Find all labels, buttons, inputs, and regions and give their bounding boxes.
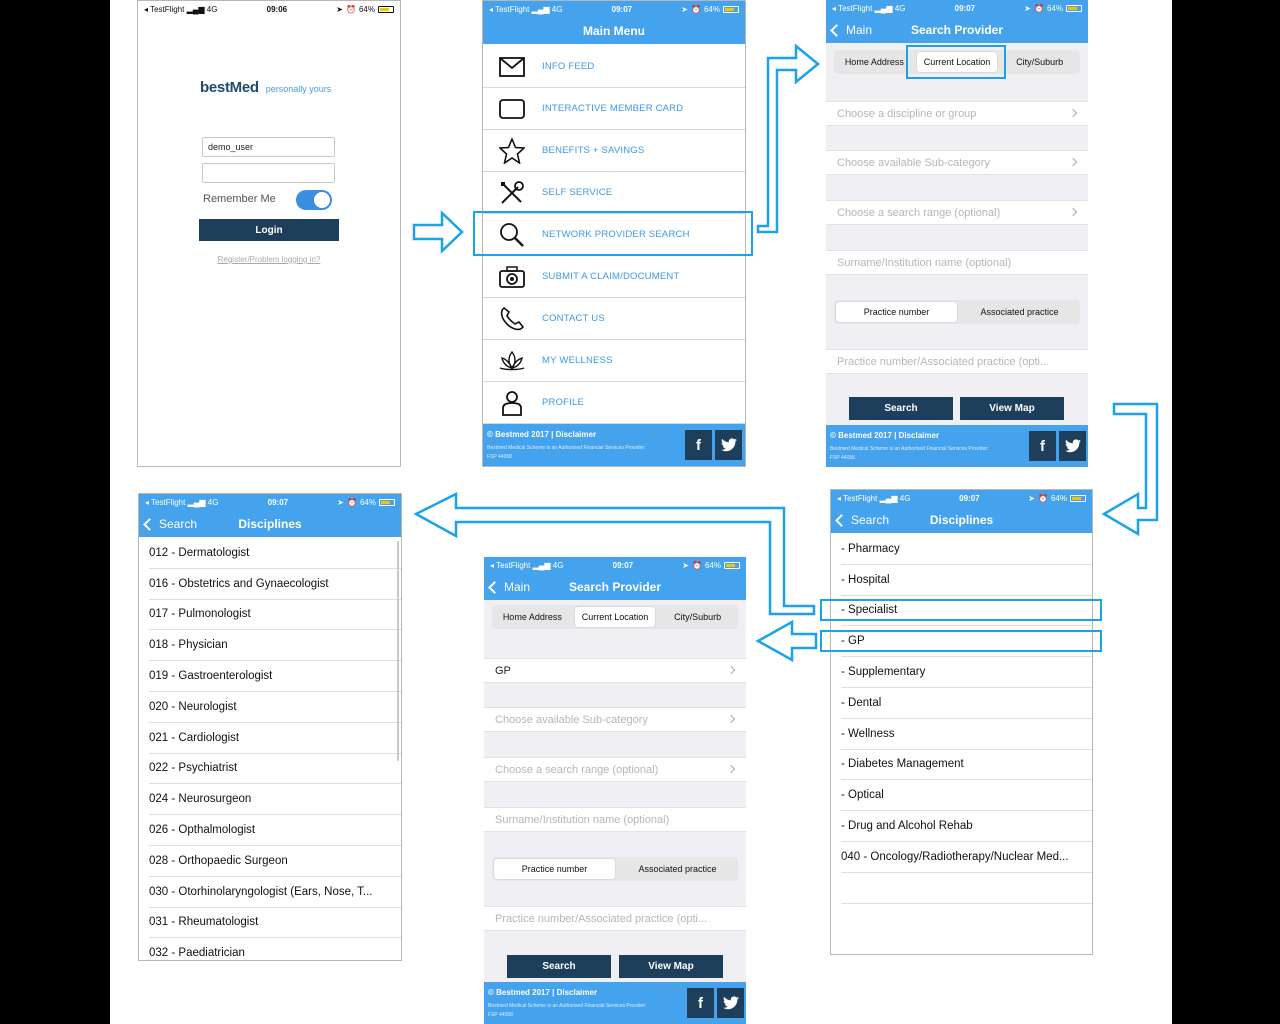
signal-icon: ▂▄▆ xyxy=(531,5,550,14)
status-time: 09:06 xyxy=(266,5,288,14)
tab-practice-number[interactable]: Practice number xyxy=(836,302,957,322)
chevron-right-icon xyxy=(1069,208,1077,216)
list-item[interactable]: - Supplementary xyxy=(841,657,1092,688)
disciplines-specialist-screen xyxy=(138,493,402,961)
battery-icon xyxy=(379,499,395,506)
battery-percent: 64% xyxy=(703,5,720,14)
list-item[interactable]: - Drug and Alcohol Rehab xyxy=(841,811,1092,842)
list-item[interactable]: - Optical xyxy=(841,780,1092,811)
list-item[interactable]: 019 - Gastroenterologist xyxy=(149,661,401,692)
list-item[interactable]: 031 - Rheumatologist xyxy=(149,908,401,939)
star-icon xyxy=(498,138,526,164)
disciplines-group-list xyxy=(831,534,1092,954)
footer xyxy=(826,425,1088,467)
login-screen xyxy=(137,0,401,467)
facebook-icon[interactable] xyxy=(1029,431,1056,461)
password-field[interactable] xyxy=(202,163,335,183)
logo-tagline: personally yours xyxy=(265,84,332,94)
title-label: Disciplines xyxy=(929,513,994,527)
signal-icon: ▂▄▆ xyxy=(874,4,893,13)
flow-arrow-gp-left-icon xyxy=(756,620,818,662)
carrier-label: ◂ TestFlight xyxy=(144,5,185,14)
nav-bar xyxy=(826,0,1088,43)
battery-icon xyxy=(1070,495,1086,502)
twitter-icon[interactable] xyxy=(717,988,744,1018)
battery-percent: 64% xyxy=(1046,4,1063,13)
status-time: 09:07 xyxy=(959,494,980,503)
list-item[interactable]: 012 - Dermatologist xyxy=(149,538,401,569)
footer-fsp-text: Bestmed Medical Scheme is an Authorised Financial Services Provider: FSP 44058 xyxy=(830,446,989,461)
discipline-select[interactable] xyxy=(826,101,1088,126)
signal-icon: ▂▄▆ xyxy=(187,498,206,507)
location-icon: ➤ xyxy=(1028,494,1035,503)
phone-icon xyxy=(498,306,526,332)
form-body xyxy=(826,43,1088,467)
disciplines-groups-screen xyxy=(830,489,1093,955)
tab-city-suburb[interactable]: City/Suburb xyxy=(1016,57,1064,67)
status-bar xyxy=(483,1,745,18)
practice-number-input[interactable] xyxy=(484,906,746,931)
list-item[interactable]: 020 - Neurologist xyxy=(149,692,401,723)
menu-item-label: PROFILE xyxy=(542,397,585,408)
facebook-icon[interactable] xyxy=(685,430,712,460)
battery-icon xyxy=(723,6,739,13)
login-button[interactable]: Login xyxy=(199,219,339,241)
menu-item-label: SELF SERVICE xyxy=(542,187,613,198)
menu-item-info-feed[interactable] xyxy=(483,46,745,88)
list-item[interactable]: - Wellness xyxy=(841,719,1092,750)
title-label: Disciplines xyxy=(238,517,302,531)
surname-placeholder: Surname/Institution name (optional) xyxy=(495,813,670,826)
list-item[interactable]: 018 - Physician xyxy=(149,630,401,661)
tab-current-location[interactable]: Current Location xyxy=(917,52,998,72)
status-time: 09:07 xyxy=(611,5,633,14)
alarm-icon: ⏰ xyxy=(692,561,702,570)
subcategory-select[interactable] xyxy=(484,707,746,732)
chevron-right-icon xyxy=(1069,158,1077,166)
tab-associated-practice[interactable]: Associated practice xyxy=(980,307,1059,317)
back-button[interactable] xyxy=(837,507,889,533)
status-bar xyxy=(138,1,400,18)
menu-item-benefits-savings[interactable] xyxy=(483,130,745,172)
remember-me-label: Remember Me xyxy=(203,193,276,205)
menu-item-label: CONTACT US xyxy=(542,313,605,324)
back-label: Main xyxy=(504,580,531,594)
list-item[interactable]: - GP xyxy=(841,626,1092,657)
menu-item-label: MY WELLNESS xyxy=(542,355,613,366)
list-item[interactable]: - Dental xyxy=(841,688,1092,719)
list-item[interactable]: 016 - Obstetrics and Gynaecologist xyxy=(149,569,401,600)
tab-home-address[interactable]: Home Address xyxy=(844,57,904,67)
back-label: Search xyxy=(851,513,890,527)
nav-bar xyxy=(483,1,745,44)
location-icon: ➤ xyxy=(336,5,343,14)
status-bar xyxy=(139,494,401,511)
battery-icon xyxy=(378,6,394,13)
location-icon: ➤ xyxy=(337,498,344,507)
person-icon xyxy=(498,390,526,416)
highlight-network-provider-search xyxy=(473,211,753,256)
signal-icon: ▂▄▆ xyxy=(532,561,551,570)
page-title xyxy=(139,511,401,537)
carrier-label: ◂ TestFlight xyxy=(489,5,530,14)
signal-icon: ▂▄▆ xyxy=(879,494,898,503)
flow-arrow-elbow-down-icon xyxy=(1102,402,1162,538)
search-button[interactable]: Search xyxy=(507,955,611,978)
flow-arrow-elbow-up-icon xyxy=(756,42,822,236)
menu-item-interactive-member-card[interactable] xyxy=(483,88,745,130)
subcategory-placeholder: Choose available Sub-category xyxy=(495,713,648,726)
view-map-button[interactable]: View Map xyxy=(619,955,723,978)
tab-city-suburb[interactable]: City/Suburb xyxy=(674,612,722,622)
back-button[interactable] xyxy=(145,511,197,537)
battery-percent: 64% xyxy=(704,561,721,570)
list-item[interactable]: 030 - Otorhinolaryngologist (Ears, Nose, T... xyxy=(149,877,401,908)
battery-percent: 64% xyxy=(1050,494,1067,503)
chevron-right-icon xyxy=(727,715,735,723)
network-label: 4G xyxy=(899,494,911,503)
discipline-placeholder: Choose a discipline or group xyxy=(837,107,977,120)
facebook-letter: f xyxy=(1040,437,1045,455)
location-icon: ➤ xyxy=(1024,4,1031,13)
list-item[interactable]: 024 - Neurosurgeon xyxy=(149,784,401,815)
flow-arrow-specialist-left-icon xyxy=(414,492,816,616)
network-label: 4G xyxy=(552,561,564,570)
chevron-right-icon xyxy=(727,666,735,674)
footer xyxy=(484,982,746,1024)
search-range-select[interactable] xyxy=(826,200,1088,225)
network-label: 4G xyxy=(206,5,218,14)
search-button[interactable]: Search xyxy=(849,397,953,420)
title-label: Search Provider xyxy=(568,580,662,594)
carrier-label: ◂ TestFlight xyxy=(145,498,186,507)
range-placeholder: Choose a search range (optional) xyxy=(837,206,1001,219)
battery-percent: 64% xyxy=(359,498,376,507)
list-item-empty xyxy=(841,873,1092,904)
status-time: 09:07 xyxy=(612,561,634,570)
facebook-letter: f xyxy=(698,994,703,1012)
page-title: Main Menu xyxy=(583,24,645,38)
signal-icon: ▂▄▆ xyxy=(186,5,205,14)
footer-copyright: © Bestmed 2017 | Disclaimer xyxy=(487,430,597,439)
list-item[interactable]: 022 - Psychiatrist xyxy=(149,754,401,785)
tab-associated-practice[interactable]: Associated practice xyxy=(638,864,717,874)
envelope-icon xyxy=(498,54,526,80)
alarm-icon: ⏰ xyxy=(1034,4,1044,13)
page-title xyxy=(831,507,1092,533)
alarm-icon: ⏰ xyxy=(346,5,356,14)
list-item[interactable]: 032 - Paediatrician xyxy=(149,938,401,961)
network-label: 4G xyxy=(207,498,219,507)
facebook-icon[interactable] xyxy=(687,988,714,1018)
menu-item-label: BENEFITS + SAVINGS xyxy=(542,145,645,156)
list-item[interactable]: - Pharmacy xyxy=(841,534,1092,565)
facebook-letter: f xyxy=(696,436,701,454)
practice-number-input[interactable] xyxy=(826,349,1088,374)
practice-segmented-control xyxy=(492,857,738,881)
title-label: Search Provider xyxy=(910,23,1004,37)
highlight-specialist-item xyxy=(820,599,1102,621)
flow-arrow-right-icon xyxy=(412,208,464,256)
range-placeholder: Choose a search range (optional) xyxy=(495,763,659,776)
chevron-right-icon xyxy=(727,765,735,773)
practice-placeholder: Practice number/Associated practice (opti... xyxy=(837,355,1050,368)
status-time: 09:07 xyxy=(954,4,976,13)
surname-placeholder: Surname/Institution name (optional) xyxy=(837,256,1012,269)
username-field[interactable]: demo_user xyxy=(202,137,335,157)
status-bar xyxy=(826,0,1088,17)
alarm-icon: ⏰ xyxy=(1038,494,1048,503)
search-provider-gp-screen xyxy=(484,557,746,1024)
carrier-label: ◂ TestFlight xyxy=(490,561,531,570)
practice-segmented-control xyxy=(834,300,1080,324)
list-item[interactable]: - Diabetes Management xyxy=(841,750,1092,781)
menu-item-submit-a-claim-document[interactable] xyxy=(483,256,745,298)
list-item[interactable]: 017 - Pulmonologist xyxy=(149,600,401,631)
menu-item-self-service[interactable] xyxy=(483,172,745,214)
footer-fsp-text: Bestmed Medical Scheme is an Authorised Financial Services Provider: FSP 44058 xyxy=(488,1003,647,1018)
twitter-icon[interactable] xyxy=(1059,431,1086,461)
menu-item-contact-us[interactable] xyxy=(483,298,745,340)
tab-home-address[interactable]: Home Address xyxy=(502,612,562,622)
nav-bar xyxy=(831,490,1092,533)
battery-percent: 64% xyxy=(358,5,375,14)
nav-bar xyxy=(139,494,401,537)
status-time: 09:07 xyxy=(267,498,289,507)
list-item[interactable]: - Specialist xyxy=(841,596,1092,627)
list-item[interactable]: 021 - Cardiologist xyxy=(149,723,401,754)
chevron-left-icon xyxy=(143,518,156,531)
location-icon: ➤ xyxy=(681,5,688,14)
surname-input[interactable] xyxy=(484,807,746,832)
carrier-label: ◂ TestFlight xyxy=(832,4,873,13)
disciplines-specialist-list xyxy=(139,538,401,960)
camera-icon xyxy=(498,264,526,290)
logo-brand: bestMed xyxy=(200,79,259,96)
list-item[interactable]: - Hospital xyxy=(841,565,1092,596)
practice-placeholder: Practice number/Associated practice (opti... xyxy=(495,912,708,925)
search-range-select[interactable] xyxy=(484,757,746,782)
form-body xyxy=(484,600,746,1024)
footer xyxy=(483,424,745,466)
back-button[interactable] xyxy=(832,17,872,43)
remember-me-toggle[interactable] xyxy=(296,190,332,210)
subcategory-select[interactable] xyxy=(826,150,1088,175)
menu-item-my-wellness[interactable] xyxy=(483,340,745,382)
alarm-icon: ⏰ xyxy=(347,498,357,507)
scrollbar[interactable] xyxy=(397,541,399,761)
discipline-select[interactable] xyxy=(484,658,746,683)
footer-copyright: © Bestmed 2017 | Disclaimer xyxy=(830,431,940,440)
list-item[interactable]: 028 - Orthopaedic Surgeon xyxy=(149,846,401,877)
tab-practice-number[interactable]: Practice number xyxy=(494,859,615,879)
location-icon: ➤ xyxy=(682,561,689,570)
battery-icon xyxy=(1066,5,1082,12)
page-title xyxy=(826,17,1088,43)
menu-item-label: NETWORK PROVIDER SEARCH xyxy=(542,229,690,240)
tools-icon xyxy=(498,180,526,206)
list-item[interactable]: 026 - Opthalmologist xyxy=(149,815,401,846)
menu-item-label: SUBMIT A CLAIM/DOCUMENT xyxy=(542,271,680,282)
discipline-value: GP xyxy=(495,664,511,677)
back-label: Main xyxy=(846,23,873,37)
highlight-gp-item xyxy=(820,630,1102,652)
subcategory-placeholder: Choose available Sub-category xyxy=(837,156,990,169)
highlight-current-location-tab xyxy=(906,45,1006,79)
menu-item-label: INFO FEED xyxy=(542,61,595,72)
surname-input[interactable] xyxy=(826,250,1088,275)
menu-item-label: INTERACTIVE MEMBER CARD xyxy=(542,103,684,114)
chevron-left-icon xyxy=(830,24,843,37)
twitter-icon[interactable] xyxy=(715,430,742,460)
view-map-button[interactable]: View Map xyxy=(960,397,1064,420)
back-label: Search xyxy=(159,517,198,531)
network-label: 4G xyxy=(894,4,906,13)
status-bar xyxy=(831,490,1092,507)
network-label: 4G xyxy=(551,5,563,14)
chevron-left-icon xyxy=(835,514,848,527)
footer-copyright: © Bestmed 2017 | Disclaimer xyxy=(488,988,598,997)
tab-current-location[interactable]: Current Location xyxy=(575,607,656,627)
register-link[interactable]: Register/Problem logging in? xyxy=(217,255,321,264)
alarm-icon: ⏰ xyxy=(691,5,701,14)
card-icon xyxy=(498,96,526,122)
footer-fsp-text: Bestmed Medical Scheme is an Authorised Financial Services Provider: FSP 44058 xyxy=(487,445,646,460)
menu-item-profile[interactable] xyxy=(483,382,745,424)
list-item[interactable]: 040 - Oncology/Radiotherapy/Nuclear Med... xyxy=(841,842,1092,873)
carrier-label: ◂ TestFlight xyxy=(837,494,878,503)
chevron-right-icon xyxy=(1069,109,1077,117)
lotus-icon xyxy=(498,348,526,374)
bestmed-logo xyxy=(200,79,331,96)
